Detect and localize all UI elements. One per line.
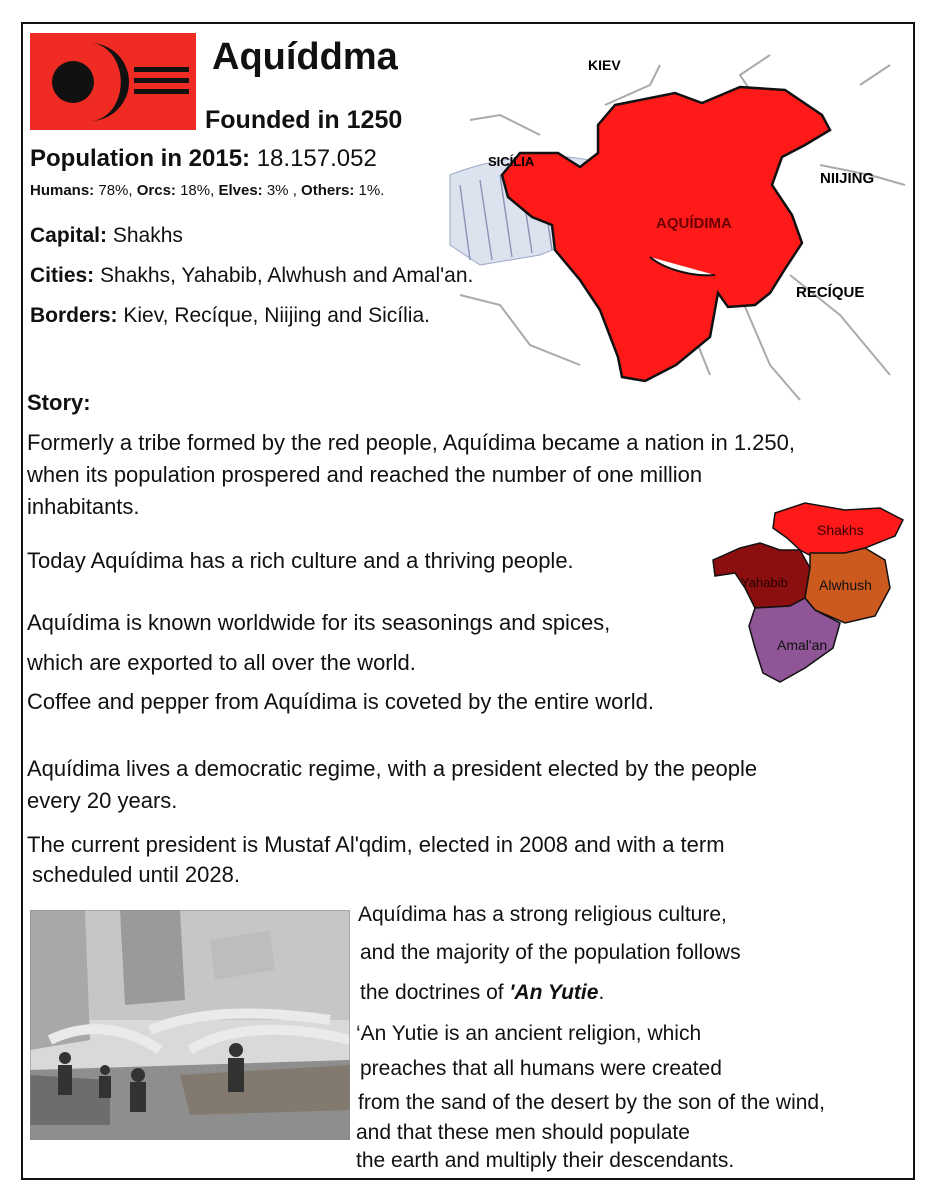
map-label-recique: RECÍQUE — [796, 284, 865, 301]
religion-line2: and the majority of the population follows — [360, 941, 741, 964]
demo-label: Others: — [301, 182, 355, 199]
story-p1-line1: Formerly a tribe formed by the red people, Aquídima became a nation in 1.250, — [27, 430, 795, 455]
demo-value: 18%, — [180, 182, 215, 199]
story-p1-line3: inhabitants. — [27, 494, 140, 519]
religion-line3-prefix: the doctrines of — [360, 981, 510, 1004]
religion-line5: preaches that all humans were created — [360, 1057, 722, 1080]
demographics-line — [30, 182, 384, 199]
story-p5-line1: Aquídima lives a democratic regime, with a president elected by the people — [27, 756, 758, 781]
demo-value: 78%, — [98, 182, 133, 199]
map-label-kiev: KIEV — [588, 57, 621, 73]
demo-label: Humans: — [30, 182, 95, 199]
map-label-niijing: NIIJING — [820, 170, 875, 187]
territory-map — [440, 45, 910, 405]
nation-flag — [30, 33, 196, 130]
religion-line1: Aquídima has a strong religious culture, — [358, 903, 727, 926]
nation-title: Aquíddma — [212, 36, 398, 78]
demo-value: 3% , — [266, 182, 297, 199]
cities-value: Shakhs, Yahabib, Alwhush and Amal'an. — [100, 264, 474, 287]
street-illustration — [30, 910, 350, 1140]
borders-line — [30, 304, 430, 328]
demo-label: Orcs: — [136, 182, 176, 199]
map-label-sicilia: SICÍLIA — [488, 154, 535, 169]
religion-line6: from the sand of the desert by the son of the wind, — [358, 1091, 825, 1114]
cities-label: Cities: — [30, 264, 95, 287]
population-value: 18.157.052 — [256, 145, 377, 172]
regions-map — [705, 498, 910, 688]
borders-label: Borders: — [30, 304, 118, 327]
story-p3-line1: Aquídima is known worldwide for its seasonings and spices, — [27, 610, 611, 635]
story-p2: Today Aquídima has a rich culture and a thriving people. — [27, 548, 574, 573]
religion-line4: ‘An Yutie is an ancient religion, which — [356, 1022, 702, 1045]
region-label-amalan: Amal'an — [777, 637, 828, 653]
religion-name: 'An Yutie — [509, 981, 599, 1004]
religion-line3-suffix: . — [598, 981, 605, 1004]
borders-value: Kiev, Recíque, Niijing and Sicília. — [123, 304, 430, 327]
story-heading: Story: — [27, 390, 91, 415]
region-label-yahabib: Yahabib — [741, 575, 788, 590]
story-p6-line1: The current president is Mustaf Al'qdim, elected in 2008 and with a term — [27, 832, 725, 857]
capital-value: Shakhs — [112, 224, 183, 247]
story-p1-line2: when its population prospered and reached the number of one million — [27, 462, 703, 487]
founded-year: Founded in 1250 — [205, 106, 403, 134]
capital-label: Capital: — [30, 224, 108, 247]
region-label-shakhs: Shakhs — [817, 522, 864, 538]
demo-label: Elves: — [218, 182, 263, 199]
cities-line — [30, 264, 473, 288]
religion-line8: the earth and multiply their descendants. — [356, 1149, 735, 1172]
map-label-nation: AQUÍDIMA — [656, 215, 732, 232]
story-p5-line2: every 20 years. — [27, 788, 178, 813]
religion-line3 — [360, 980, 604, 1006]
capital-line — [30, 224, 183, 248]
story-p4: Coffee and pepper from Aquídima is coveted by the entire world. — [27, 689, 654, 714]
region-label-alwhush: Alwhush — [819, 577, 872, 593]
population-line — [30, 145, 377, 173]
story-p3-line2: which are exported to all over the world. — [27, 650, 416, 675]
population-label: Population in 2015: — [30, 145, 251, 172]
demo-value: 1%. — [358, 182, 385, 199]
story-p6-line2: scheduled until 2028. — [32, 862, 240, 887]
religion-line7: and that these men should populate — [356, 1121, 690, 1144]
